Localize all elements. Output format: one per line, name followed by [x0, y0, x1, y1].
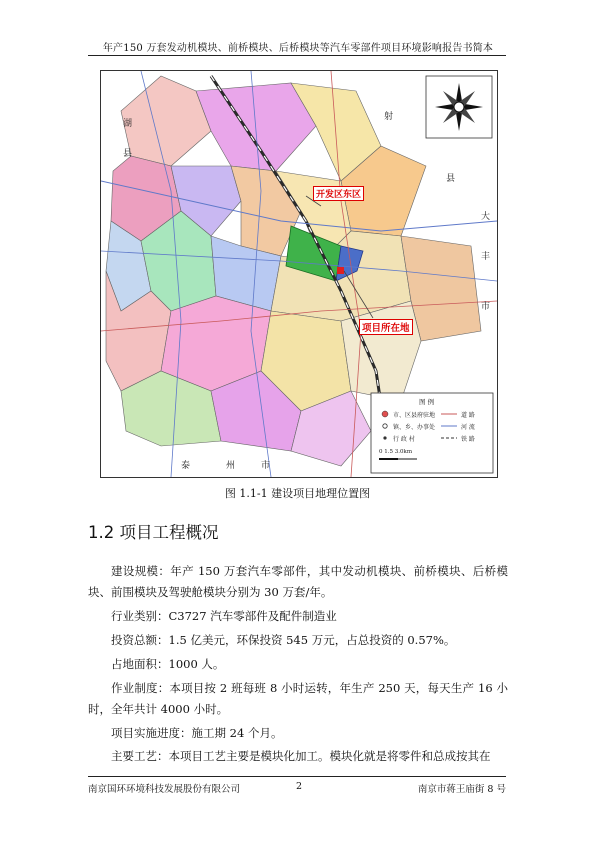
location-map	[100, 70, 498, 478]
paragraph-progress: 项目实施进度：施工期 24 个月。	[111, 726, 283, 740]
page-header: 年产150 万套发动机模块、前桥模块、后桥模块等汽车零部件项目环境影响报告书简本	[102, 43, 494, 54]
footer-company: 南京国环环境科技发展股份有限公司	[88, 784, 241, 795]
legend-rail: 铁 路	[461, 436, 475, 443]
map-edge-label-7: 市	[481, 302, 491, 312]
paragraph-schedule: 作业制度：本项目按 2 班每班 8 小时运转，年生产 250 天，每天生产 16 小时，全年共计 4000 小时。	[88, 681, 508, 716]
legend-title: 图 例	[419, 398, 435, 406]
footer-page-number: 2	[296, 781, 303, 792]
map-label-kaifa: 开发区东区	[313, 186, 364, 201]
paragraph-industry: 行业类别：C3727 汽车零部件及配件制造业	[111, 609, 337, 623]
map-bottom-label-1: 泰	[181, 461, 191, 471]
legend-row-2: 镇、乡、办事处	[393, 424, 436, 431]
legend-road: 道 路	[461, 412, 475, 419]
map-edge-label-1: 湖	[123, 119, 133, 129]
footer-address: 南京市蒋王庙街 8 号	[417, 784, 506, 795]
map-edge-label-3: 射	[384, 112, 394, 122]
map-edge-label-2: 县	[123, 149, 133, 159]
legend-river: 河 流	[461, 424, 475, 431]
paragraph-investment: 投资总额：1.5 亿美元，环保投资 545 万元，占总投资的 0.57%。	[111, 633, 456, 647]
paragraph-process: 主要工艺：本项目工艺主要是模块化加工。模块化就是将零件和总成按其在	[111, 749, 491, 763]
map-label-project: 项目所在地	[359, 319, 413, 335]
paragraph-scale: 建设规模：年产 150 万套汽车零部件，其中发动机模块、前桥模块、后桥模块、前围模块及驾驶舱模块分别为 30 万套/年。	[88, 564, 508, 599]
map-edge-label-5: 大	[481, 212, 491, 222]
map-edge-label-4: 县	[446, 174, 456, 184]
footer-rule	[88, 776, 506, 777]
map-graphic	[101, 71, 497, 477]
section-heading: 1.2 项目工程概况	[88, 523, 219, 542]
figure-caption: 图 1.1-1 建设项目地理位置图	[224, 487, 371, 500]
header-rule	[88, 55, 506, 56]
legend-row-3: 行 政 村	[393, 436, 415, 443]
map-bottom-label-3: 市	[261, 461, 271, 471]
paragraph-area: 占地面积：1000 人。	[111, 657, 225, 671]
map-scale: 0 1.5 3.0km	[379, 449, 413, 455]
legend-row-1: 市、区县府驻地	[393, 412, 436, 419]
map-edge-label-6: 丰	[481, 252, 491, 262]
map-bottom-label-2: 州	[226, 461, 236, 471]
